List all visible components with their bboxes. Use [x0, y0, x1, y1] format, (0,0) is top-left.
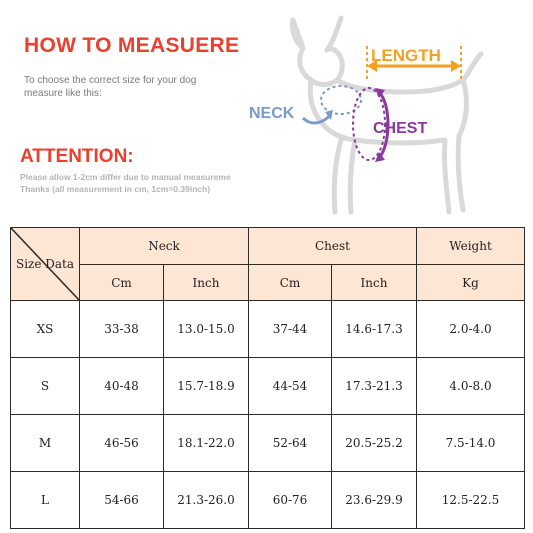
dog-measurement-diagram	[245, 0, 533, 220]
chest-group-header: Chest	[249, 228, 417, 265]
value-cell: 52-64	[249, 415, 332, 472]
value-cell: 54-66	[80, 472, 164, 529]
length-label: LENGTH	[371, 46, 441, 65]
table-row	[11, 301, 525, 358]
size-chart-table	[10, 227, 525, 529]
corner-label: Size Data	[15, 257, 75, 271]
value-cell: 23.6-29.9	[332, 472, 417, 529]
neck-group-header: Neck	[80, 228, 249, 265]
value-cell: 21.3-26.0	[164, 472, 249, 529]
size-data-corner-cell	[11, 228, 80, 301]
value-cell: 17.3-21.3	[332, 358, 417, 415]
weight-kg-header: Kg	[417, 265, 525, 301]
value-cell: 2.0-4.0	[417, 301, 525, 358]
chest-inch-header: Inch	[332, 265, 417, 301]
table-row	[11, 415, 525, 472]
value-cell: 18.1-22.0	[164, 415, 249, 472]
table-row	[11, 472, 525, 529]
neck-inch-header: Inch	[164, 265, 249, 301]
intro-line-2: measure like this:	[24, 88, 102, 99]
value-cell: 33-38	[80, 301, 164, 358]
value-cell: 7.5-14.0	[417, 415, 525, 472]
value-cell: 44-54	[249, 358, 332, 415]
value-cell: 13.0-15.0	[164, 301, 249, 358]
value-cell: 40-48	[80, 358, 164, 415]
chest-label: CHEST	[373, 120, 428, 137]
value-cell: 4.0-8.0	[417, 358, 525, 415]
neck-label: NECK	[249, 105, 295, 122]
intro-text	[24, 74, 254, 100]
weight-group-header: Weight	[417, 228, 525, 265]
page-title: HOW TO MEASUERE	[24, 34, 240, 57]
note-line-1: Please allow 1-2cm differ due to manual measureme	[20, 172, 231, 182]
size-cell: XS	[11, 301, 80, 358]
size-cell: M	[11, 415, 80, 472]
value-cell: 20.5-25.2	[332, 415, 417, 472]
value-cell: 12.5-22.5	[417, 472, 525, 529]
size-cell: L	[11, 472, 80, 529]
size-cell: S	[11, 358, 80, 415]
neck-cm-header: Cm	[80, 265, 164, 301]
value-cell: 15.7-18.9	[164, 358, 249, 415]
value-cell: 14.6-17.3	[332, 301, 417, 358]
chest-cm-header: Cm	[249, 265, 332, 301]
attention-heading: ATTENTION:	[20, 146, 134, 167]
value-cell: 46-56	[80, 415, 164, 472]
value-cell: 37-44	[249, 301, 332, 358]
intro-line-1: To choose the correct size for your dog	[24, 75, 197, 86]
table-row	[11, 358, 525, 415]
note-line-2: Thanks (all measurement in cm, 1cm=0.39inch)	[20, 184, 211, 194]
attention-note	[20, 171, 263, 195]
value-cell: 60-76	[249, 472, 332, 529]
